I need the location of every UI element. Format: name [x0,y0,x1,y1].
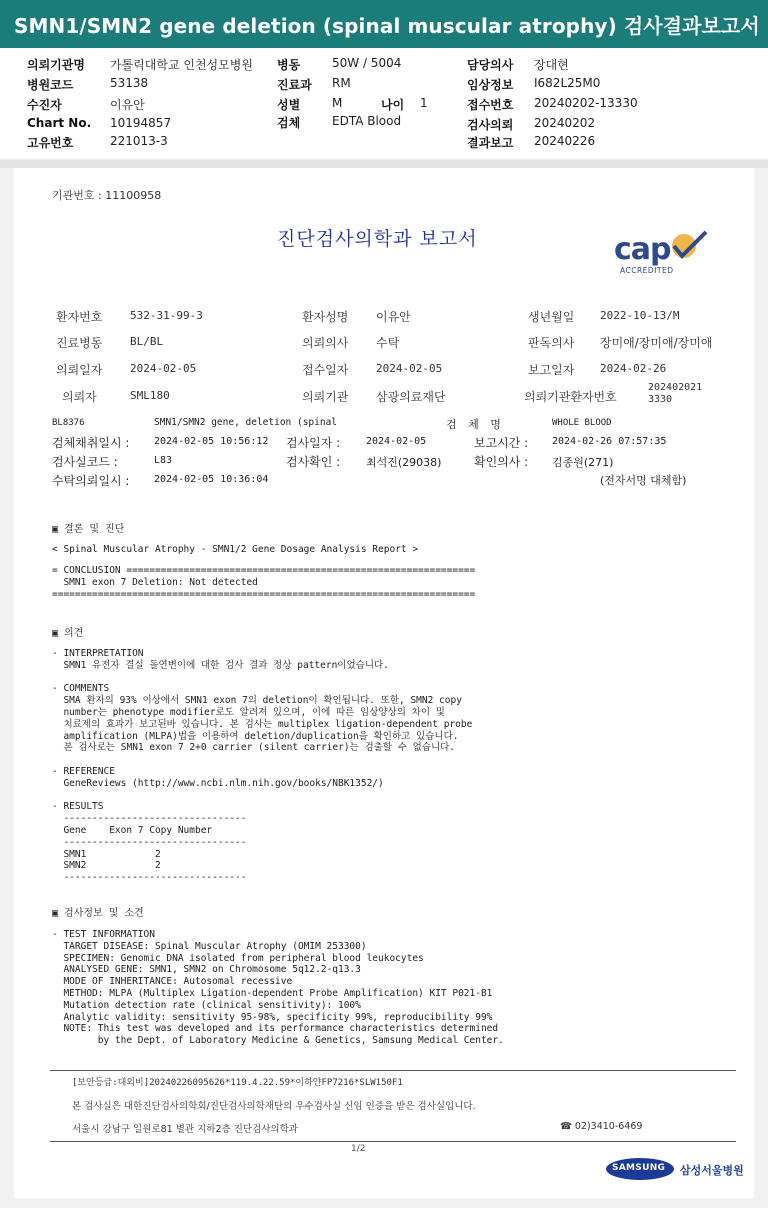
separator [0,160,768,168]
section-conclusion-heading: ▣ 결론 및 진단 [52,524,125,535]
header-value: 221013-3 [110,134,168,148]
header-label: 의뢰기관명 [27,58,85,72]
header-value: RM [332,76,351,90]
specimen-label: 검 체 명 [446,418,505,431]
info-value: 2024-02-05 10:36:04 [154,474,269,485]
header-label: 결과보고 [467,136,514,150]
header-value: 가톨릭대학교 인천성모병원 [110,58,253,72]
footer-box [50,1070,736,1142]
patient-value: 2024-02-05 [130,362,197,375]
info-label: 검체채취일시 : [52,436,130,450]
age-label: 나이 [381,98,405,112]
samsung-hospital-logo [606,1158,746,1186]
info-value: 2024-02-05 [366,436,427,447]
patient-value: 2024-02-05 [376,362,443,375]
cap-check-icon [666,230,710,264]
conclusion-block: = CONCLUSION ============================================================= SMN1 exon 7 Deletion: Not detected ========================================================================== [52,565,476,600]
patient-value: 2024020213330 [648,382,703,405]
patient-value: 이유안 [376,310,411,324]
samsung-logo-text: SAMSUNG [612,1163,666,1173]
section-testinfo-heading: ▣ 검사정보 및 소견 [52,908,144,919]
test-info-block: - TEST INFORMATION TARGET DISEASE: Spinal Muscular Atrophy (OMIM 253300) SPECIMEN: Genomic DNA isolated from peripheral blood leukocytes ANALYSED GENE: SMN1, SMN2 on Chromosome 5q12.2-q13.3 MODE OF INHERITANCE: Autosomal recessive METHOD: MLPA (Multiplex Ligation-dependent Probe Amplification) KIT P021-B1 Mutation detection rate (clinical sensitivity): 100% Analytic validity: sensitivity 95-98%, specificity 99%, reproducibility 99% NOTE: This test was developed and its performance characteristics determined by the Dept. of Laboratory Medicine & Genetics, Samsung Medical Center. [52,929,504,1047]
patient-label: 보고일자 [528,363,575,377]
patient-value: 수탁 [376,336,400,350]
patient-value: 532-31-99-3 [130,309,203,322]
header-value: M [332,96,343,110]
patient-value: BL/BL [130,335,164,348]
patient-label: 의뢰의사 [302,336,349,350]
header-label: 진료과 [277,78,312,92]
patient-label: 접수일자 [302,363,349,377]
info-label: 검사실코드 : [52,455,118,469]
cap-logo-text: cap [614,232,671,267]
info-value: 2024-02-05 10:56:12 [154,436,269,447]
patient-header [0,48,768,158]
specimen-value: WHOLE BLOOD [552,418,612,428]
patient-label: 환자번호 [56,310,103,324]
patient-label: 생년월일 [528,310,575,324]
header-value: 53138 [110,76,149,90]
analysis-title: < Spinal Muscular Atrophy - SMN1/2 Gene Dosage Analysis Report > [52,544,419,555]
report-heading: 진단검사의학과 보고서 [277,228,478,250]
info-value: 2024-02-26 07:57:35 [552,436,667,447]
header-label: 고유번호 [27,136,74,150]
header-label: 임상정보 [467,78,514,92]
certification-text: 본 검사실은 대한진단검사의학회/진단검사의학재단의 우수검사실 신임 인증을 받은 검사실입니다. [72,1101,476,1112]
page-number: 1/2 [351,1144,366,1154]
header-value: 20240226 [534,134,596,148]
info-label: 수탁의뢰일시 : [52,474,130,488]
header-value: I682L25M0 [534,76,601,90]
patient-label: 의뢰기관환자번호 [524,390,617,404]
header-value: 20240202-13330 [534,96,638,110]
patient-value: 장미애/장미애/장미애 [600,336,713,350]
opinion-block: - INTERPRETATION SMN1 유전자 결실 돌연변이에 대한 검사 결과 정상 pattern이었습니다. - COMMENTS SMA 환자의 93% 이상에서 SMN1 exon 7의 deletion이 확인됩니다. 또한, SMN2 copy number는 phenotype modifier로도 알려져 있으며, 이에 따른 임상양상의 차이 및 치료제의 효과가 보고된바 있습니다. 본 검사는 multiplex ligation-dependent probe amplification (MLPA)법을 이용하여 deletion/duplication을 확인하고 있습니다. 본 검사로는 SMN1 exon 7 2+0 carrier (silent carrier)는 검출할 수 없습니다. - REFERENCE GeneReviews (http://www.ncbi.nlm.nih.gov/books/NBK1352/) - RESULTS -------------------------------- Gene Exon 7 Copy Number -------------------------------- SMN1 2 SMN2 2 -------------------------------- [52,648,473,884]
section-opinion-heading: ▣ 의견 [52,628,84,639]
header-label: Chart No. [27,116,92,130]
cap-accredited-logo [614,232,714,278]
security-stamp: [보안등급:대외비]20240226095626*119.4.22.59*이하얀FP7216*SLW150F1 [72,1078,403,1088]
test-name: SMN1/SMN2 gene, deletion (spinal [154,417,338,428]
patient-value: 2024-02-26 [600,362,667,375]
age-value: 1 [420,96,428,110]
patient-label: 의뢰자 [62,390,97,404]
patient-label: 의뢰기관 [302,390,349,404]
header-label: 담당의사 [467,58,514,72]
header-value: 50W / 5004 [332,56,402,70]
cap-accredited-text: ACCREDITED [620,266,674,275]
address-text: 서울시 강남구 일원로81 별관 지하2층 진단검사의학과 [72,1124,298,1135]
header-label: 접수번호 [467,98,514,112]
info-label: 검사일자 : [286,436,341,450]
patient-label: 의뢰일자 [56,363,103,377]
info-value: 최석진(29038) [366,456,442,469]
patient-value: 2022-10-13/M [600,309,680,322]
header-value: EDTA Blood [332,114,402,128]
patient-label: 판독의사 [528,336,575,350]
header-label: 검체 [277,116,301,130]
header-label: 검사의뢰 [467,118,514,132]
header-value: 이유안 [110,98,145,112]
header-label: 수진자 [27,98,62,112]
header-label: 병동 [277,58,301,72]
patient-label: 진료병동 [56,336,103,350]
info-label: 검사확인 : [286,455,341,469]
phone-text: ☎ 02)3410-6469 [560,1121,643,1132]
patient-value: 삼광의료재단 [376,390,446,404]
info-label: 보고시간 : [474,436,529,450]
header-label: 성별 [277,98,301,112]
report-title: SMN1/SMN2 gene deletion (spinal muscular atrophy) 검사결과보고서 [14,14,760,38]
test-code: BL8376 [52,418,85,428]
institution-number: 기관번호 : 11100958 [52,189,162,202]
info-value: 김종원(271) [552,456,614,469]
hospital-name: 삼성서울병원 [680,1164,744,1177]
patient-label: 환자성명 [302,310,349,324]
title-bar [0,0,768,48]
header-value: 20240202 [534,116,596,130]
info-value: L83 [154,455,173,466]
info-label: 확인의사 : [474,455,529,469]
patient-value: SML180 [130,389,170,402]
esign-note: (전자서명 대체함) [600,474,687,487]
header-value: 10194857 [110,116,172,130]
header-label: 병원코드 [27,78,74,92]
report-page[interactable] [14,168,754,1198]
header-value: 장대현 [534,58,569,72]
